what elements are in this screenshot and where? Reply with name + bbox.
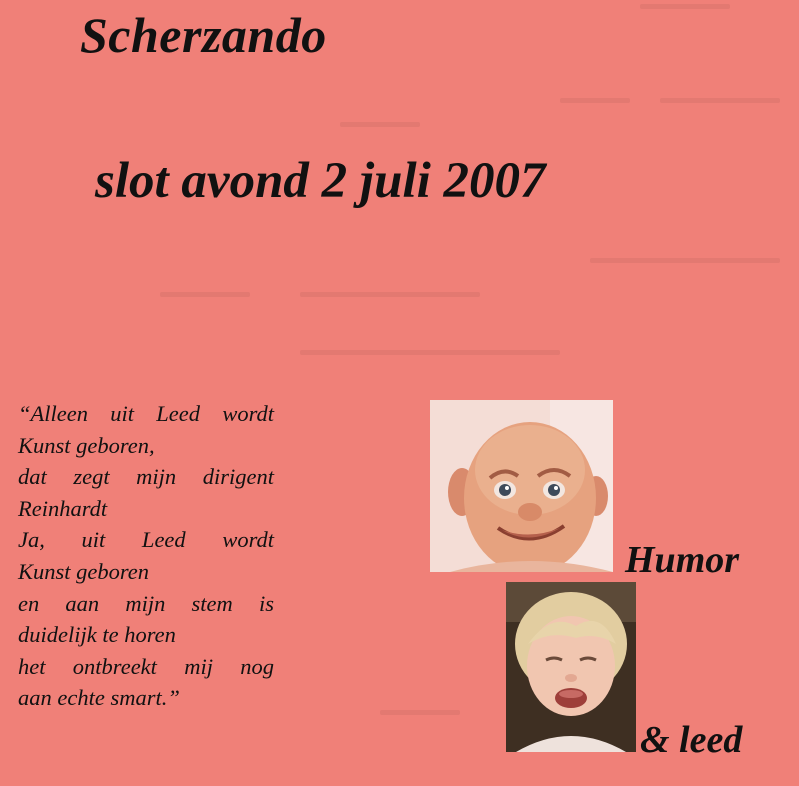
show-through-mark [660,98,780,103]
event-date-title: slot avond 2 juli 2007 [95,153,546,209]
quote-line: aan echte smart.” [18,685,180,711]
show-through-mark [340,122,420,127]
crying-toddler-photo [506,582,636,752]
quote-line: dat zegt mijn dirigent [18,464,274,490]
quote-line: Kunst geboren, [18,432,155,458]
quote-line: duidelijk te horen [18,622,176,648]
quote-line: het ontbreekt mij nog [18,653,274,679]
quote-line: en aan mijn stem is [18,590,274,616]
grinning-baby-photo [430,400,613,572]
page-title: Scherzando [80,7,327,63]
show-through-mark [300,350,560,355]
show-through-mark [160,292,250,297]
quote-block [18,398,274,714]
quote-line: “Alleen uit Leed wordt [18,401,274,426]
leed-label: & leed [640,719,743,761]
humor-label: Humor [625,539,740,581]
show-through-mark [560,98,630,103]
quote-line: Ja, uit Leed wordt [18,527,274,553]
show-through-mark [300,292,480,297]
quote-line: Reinhardt [18,495,108,521]
quote-line: Kunst geboren [18,558,150,584]
show-through-mark [380,710,460,715]
show-through-mark [640,4,730,9]
show-through-mark [590,258,780,263]
